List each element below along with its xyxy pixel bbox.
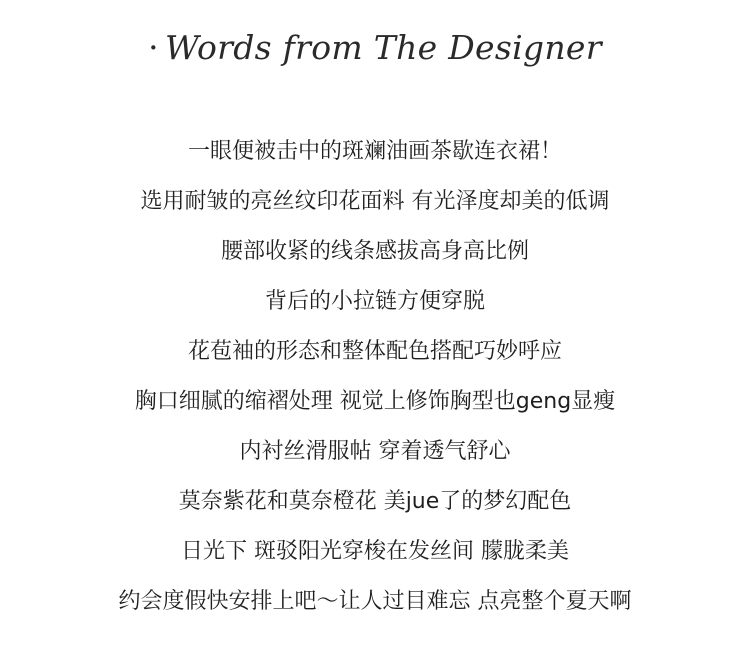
note-line: 莫奈紫花和莫奈橙花 美jue了的梦幻配色 bbox=[178, 489, 572, 514]
title-text: Words from The Designer bbox=[164, 28, 602, 67]
note-line: 背后的小拉链方便穿脱 bbox=[264, 289, 485, 314]
note-line: 花苞袖的形态和整体配色搭配巧妙呼应 bbox=[187, 339, 562, 364]
note-line: 一眼便被击中的斑斓油画茶歇连衣裙！ bbox=[187, 139, 562, 164]
note-line: 内衬丝滑服帖 穿着透气舒心 bbox=[239, 439, 511, 464]
note-line: 腰部收紧的线条感拔高身高比例 bbox=[220, 239, 529, 264]
note-line: 日光下 斑驳阳光穿梭在发丝间 朦胧柔美 bbox=[181, 539, 569, 564]
note-line: 胸口细腻的缩褶处理 视觉上修饰胸型也geng显瘦 bbox=[134, 389, 616, 414]
note-line: 约会度假快安排上吧～让人过目难忘 点亮整个夏天啊 bbox=[118, 589, 632, 614]
section-title bbox=[0, 28, 750, 67]
note-line: 选用耐皱的亮丝纹印花面料 有光泽度却美的低调 bbox=[140, 189, 610, 214]
designer-notes bbox=[0, 133, 750, 633]
title-bullet: · bbox=[148, 28, 159, 67]
